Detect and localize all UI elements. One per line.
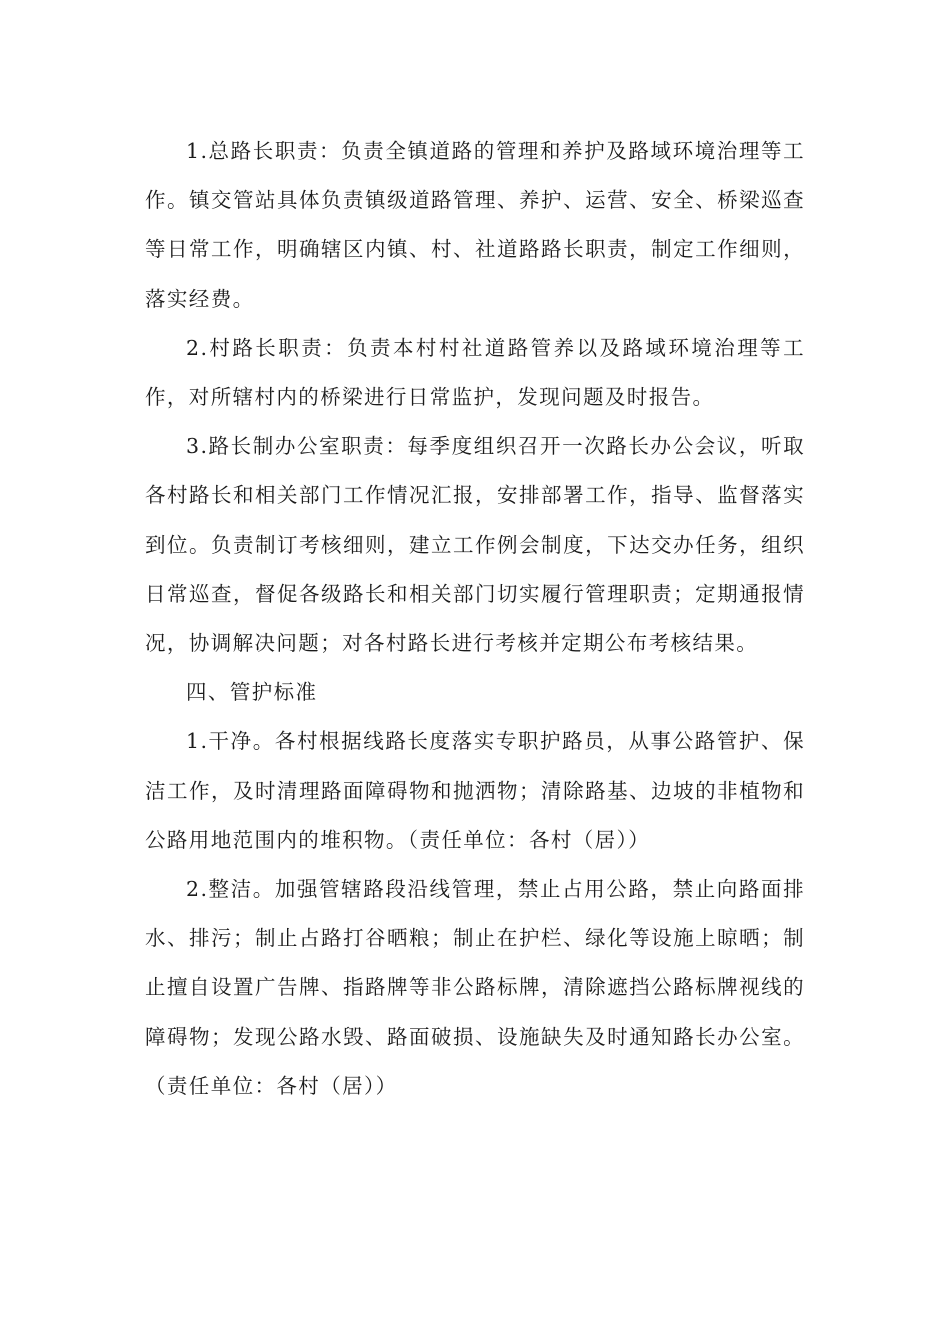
paragraph-village-road-chief-duties: 2.村路长职责：负责本村村社道路管养以及路域环境治理等工作，对所辖村内的桥梁进行日常监护，发现问题及时报告。 bbox=[145, 335, 805, 410]
paragraph-clean-standard: 1.干净。各村根据线路长度落实专职护路员，从事公路管护、保洁工作，及时清理路面障碍物和抛洒物；清除路基、边坡的非植物和公路用地范围内的堆积物。（责任单位：各村（居）） bbox=[145, 729, 805, 852]
paragraph-office-duties: 3.路长制办公室职责：每季度组织召开一次路长办公会议，听取各村路长和相关部门工作情况汇报，安排部署工作，指导、监督落实到位。负责制订考核细则，建立工作例会制度，下达交办任务，组织日常巡查，督促各级路长和相关部门切实履行管理职责；定期通报情况，协调解决问题；对各村路长进行考核并定期公布考核结果。 bbox=[145, 434, 805, 656]
paragraph-general-road-chief-duties: 1.总路长职责：负责全镇道路的管理和养护及路域环境治理等工作。镇交管站具体负责镇级道路管理、养护、运营、安全、桥梁巡查等日常工作，明确辖区内镇、村、社道路路长职责，制定工作细则，落实经费。 bbox=[145, 139, 805, 311]
paragraph-tidy-standard: 2.整洁。加强管辖路段沿线管理，禁止占用公路，禁止向路面排水、排污；制止占路打谷晒粮；制止在护栏、绿化等设施上晾晒；制止擅自设置广告牌、指路牌等非公路标牌，清除遮挡公路标牌视线的障碍物；发现公路水毁、路面破损、设施缺失及时通知路长办公室。（责任单位：各村（居）） bbox=[145, 877, 805, 1098]
document-body bbox=[145, 127, 805, 1111]
section-heading-maintenance-standards: 四、管护标准 bbox=[186, 680, 318, 705]
